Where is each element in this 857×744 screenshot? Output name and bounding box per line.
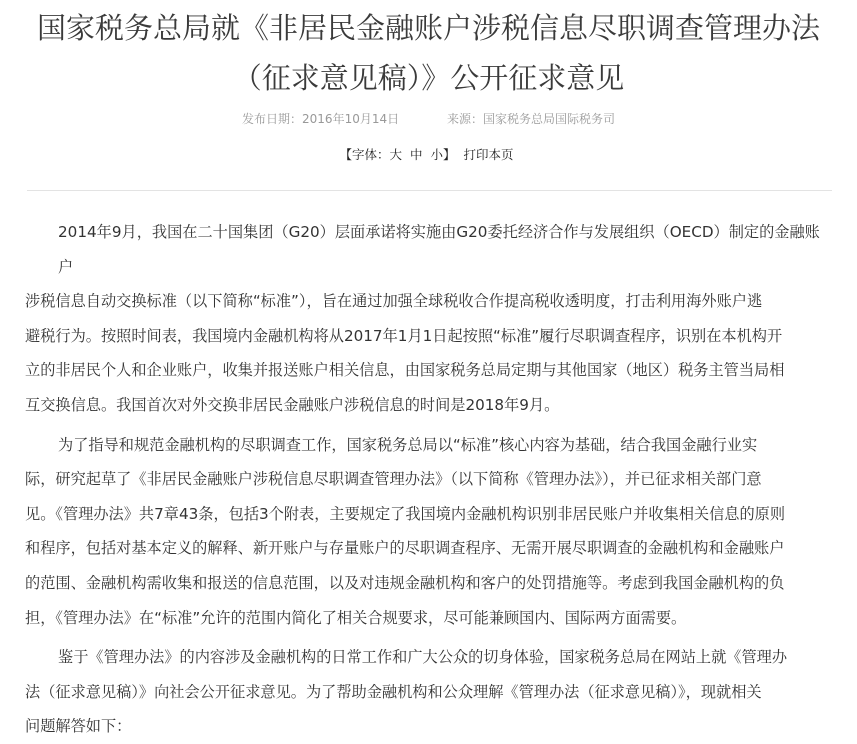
paragraph-line: 担，《管理办法》在“标准”允许的范围内简化了相关合规要求，尽可能兼顾国内、国际两方面需要。 (25, 608, 687, 627)
font-label-open: 【字体： (339, 147, 390, 162)
paragraph (25, 215, 833, 423)
paragraph-line: 问题解答如下： (25, 717, 132, 736)
paragraph (25, 640, 833, 744)
paragraph-line: 涉税信息自动交换标准（以下简称“标准”），旨在通过加强全球税收合作提高税收透明度，打击利用海外账户逃 (25, 292, 763, 311)
paragraph-line: 和程序，包括对基本定义的解释、新开账户与存量账户的尽职调查程序、无需开展尽职调查的金融机构和金融账户 (25, 539, 785, 558)
divider (27, 190, 832, 191)
paragraph-line: 为了指导和规范金融机构的尽职调查工作，国家税务总局以“标准”核心内容为基础，结合我国金融行业实 (58, 435, 758, 454)
article-meta (0, 110, 857, 127)
paragraph (25, 428, 833, 636)
paragraph-line: 鉴于《管理办法》的内容涉及金融机构的日常工作和广大公众的切身体验，国家税务总局在网站上就《管理办 (58, 648, 787, 667)
article-body (25, 215, 833, 744)
source: 来源：国家税务总局国际税务司 (446, 112, 615, 126)
paragraph-line: 2014年9月，我国在二十国集团（G20）层面承诺将实施由G20委托经济合作与发展组织（OECD）制定的金融账户 (58, 223, 820, 276)
print-page-link[interactable]: 打印本页 (463, 147, 514, 162)
paragraph-line: 的范围、金融机构需收集和报送的信息范围，以及对违规金融机构和客户的处罚措施等。考虑到我国金融机构的负 (25, 573, 785, 592)
article-title-line-1: 国家税务总局就《非居民金融账户涉税信息尽职调查管理办法 (36, 11, 820, 45)
paragraph-line: 立的非居民个人和企业账户，收集并报送账户相关信息，由国家税务总局定期与其他国家（地区）税务主管当局相 (25, 361, 785, 380)
font-label-close: 】 (443, 147, 456, 162)
font-small-button[interactable]: 小 (430, 147, 443, 162)
publish-date: 发布日期：2016年10月14日 (242, 112, 400, 126)
paragraph-line: 际，研究起草了《非居民金融账户涉税信息尽职调查管理办法》（以下简称《管理办法》），并已征求相关部门意 (25, 470, 762, 489)
article-title-line-2: （征求意见稿）》公开征求意见 (232, 61, 625, 95)
paragraph-line: 见。《管理办法》共7章43条，包括3个附表，主要规定了我国境内金融机构识别非居民账户并收集相关信息的原则 (25, 504, 786, 523)
paragraph-line: 互交换信息。我国首次对外交换非居民金融账户涉税信息的时间是2018年9月。 (25, 395, 560, 414)
paragraph-line: 避税行为。按照时间表，我国境内金融机构将从2017年1月1日起按照“标准”履行尽职调查程序，识别在本机构开 (25, 326, 783, 345)
font-size-toolbar (0, 145, 857, 163)
paragraph-line: 法（征求意见稿）》向社会公开征求意见。为了帮助金融机构和公众理解《管理办法（征求意见稿）》，现就相关 (25, 682, 762, 701)
font-medium-button[interactable]: 中 (409, 147, 423, 162)
font-large-button[interactable]: 大 (389, 147, 402, 162)
